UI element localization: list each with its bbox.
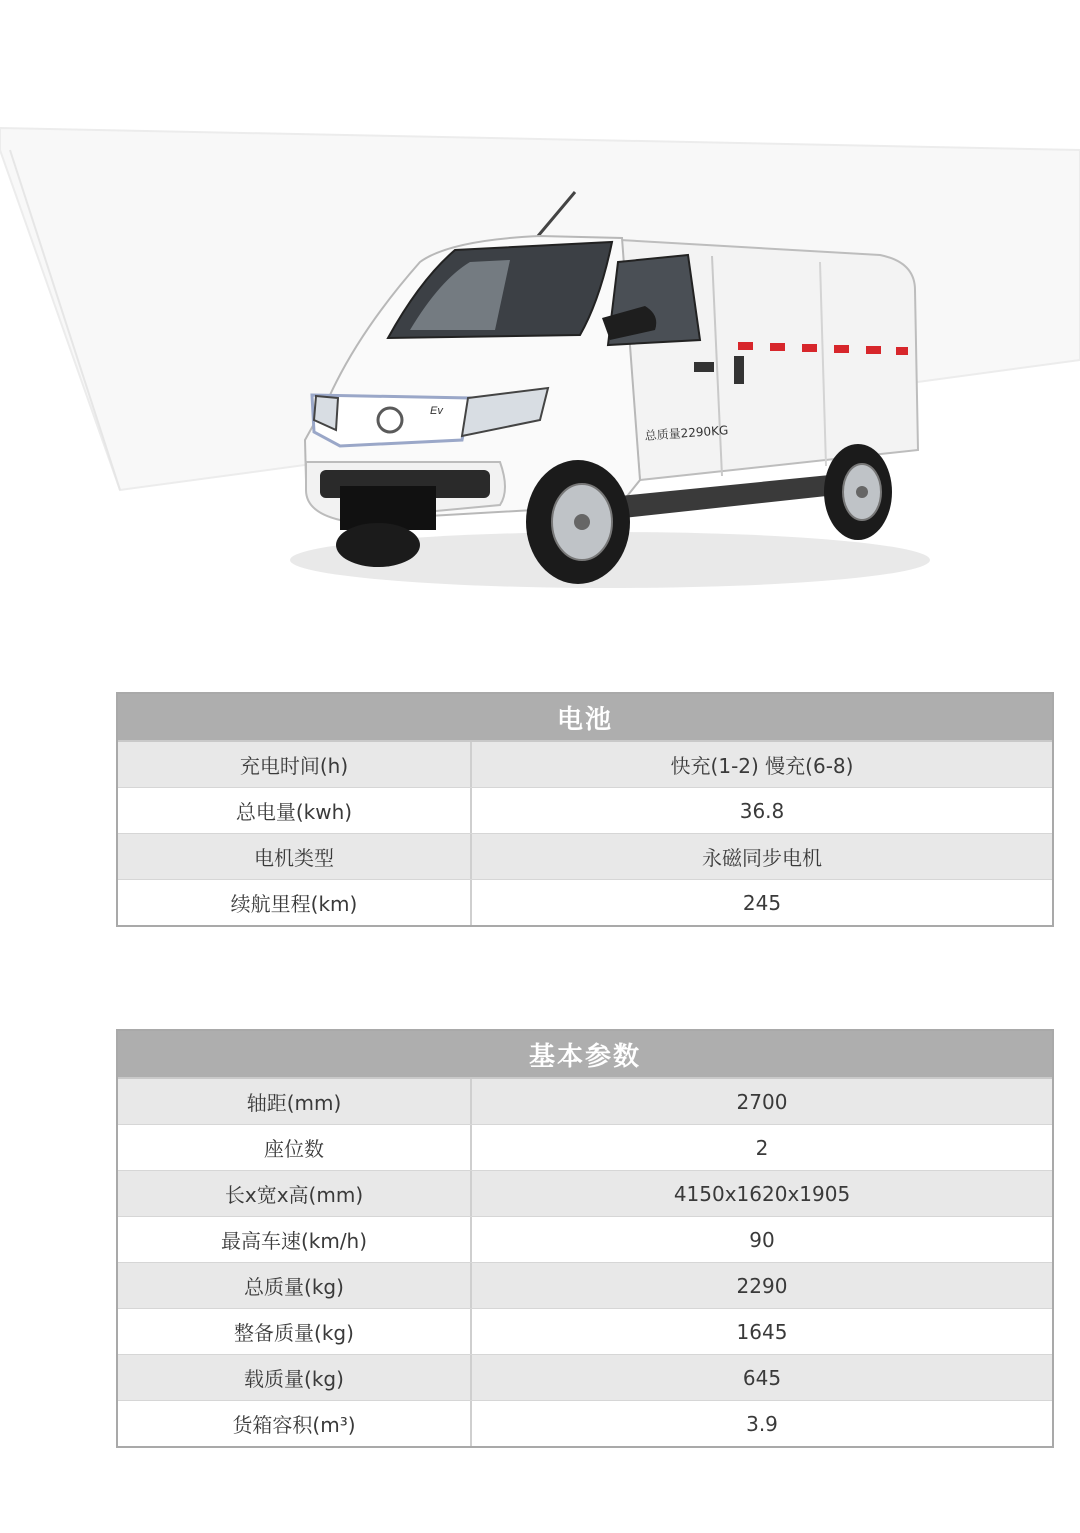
spec-value: 快充(1-2) 慢充(6-8) [670, 754, 854, 778]
spec-value: 245 [742, 890, 782, 915]
spec-label: 整备质量(kg) [118, 1309, 472, 1354]
rear-wheel [824, 444, 892, 540]
table-row [118, 1079, 1052, 1124]
spec-label: 载质量(kg) [118, 1355, 472, 1400]
battery-table-title: 电池 [118, 694, 1052, 742]
gross-weight-decal: 总质量2290KG [644, 423, 729, 443]
spec-value: 645 [742, 1365, 782, 1390]
hero-banner [0, 0, 1080, 660]
table-row [118, 1308, 1052, 1354]
table-row [118, 1124, 1052, 1170]
ev-badge: Ev [430, 405, 443, 417]
spec-label: 总电量(kwh) [118, 788, 472, 833]
spec-label: 总质量(kg) [118, 1263, 472, 1308]
table-row [118, 879, 1052, 925]
spec-value: 1645 [736, 1319, 788, 1344]
table-row [118, 787, 1052, 833]
table-row [118, 1354, 1052, 1400]
spec-value: 永磁同步电机 [702, 846, 822, 870]
van-illustration [0, 0, 1080, 660]
table-row [118, 1170, 1052, 1216]
spec-value: 2700 [736, 1089, 788, 1114]
spec-value: 3.9 [746, 1411, 778, 1436]
spec-value: 2 [755, 1135, 769, 1160]
basic-table-title: 基本参数 [118, 1031, 1052, 1079]
basic-spec-table [116, 1029, 1054, 1448]
spec-label: 长x宽x高(mm) [118, 1171, 472, 1216]
spec-label: 续航里程(km) [118, 880, 472, 925]
table-row [118, 1400, 1052, 1446]
spec-label: 货箱容积(m³) [118, 1401, 472, 1446]
spec-value: 4150x1620x1905 [673, 1181, 851, 1206]
spec-value: 90 [749, 1227, 775, 1252]
spec-label: 最高车速(km/h) [118, 1217, 472, 1262]
battery-spec-table [116, 692, 1054, 927]
table-row [118, 833, 1052, 879]
spec-label: 充电时间(h) [118, 742, 472, 787]
spec-label: 座位数 [118, 1125, 472, 1170]
table-row [118, 1216, 1052, 1262]
spec-value: 2290 [736, 1273, 788, 1298]
table-row [118, 1262, 1052, 1308]
spec-value: 36.8 [739, 798, 785, 823]
front-wheel [526, 460, 630, 584]
spec-label: 电机类型 [118, 834, 472, 879]
table-row [118, 742, 1052, 787]
spec-label: 轴距(mm) [118, 1079, 472, 1124]
license-plate-cover [340, 486, 436, 530]
